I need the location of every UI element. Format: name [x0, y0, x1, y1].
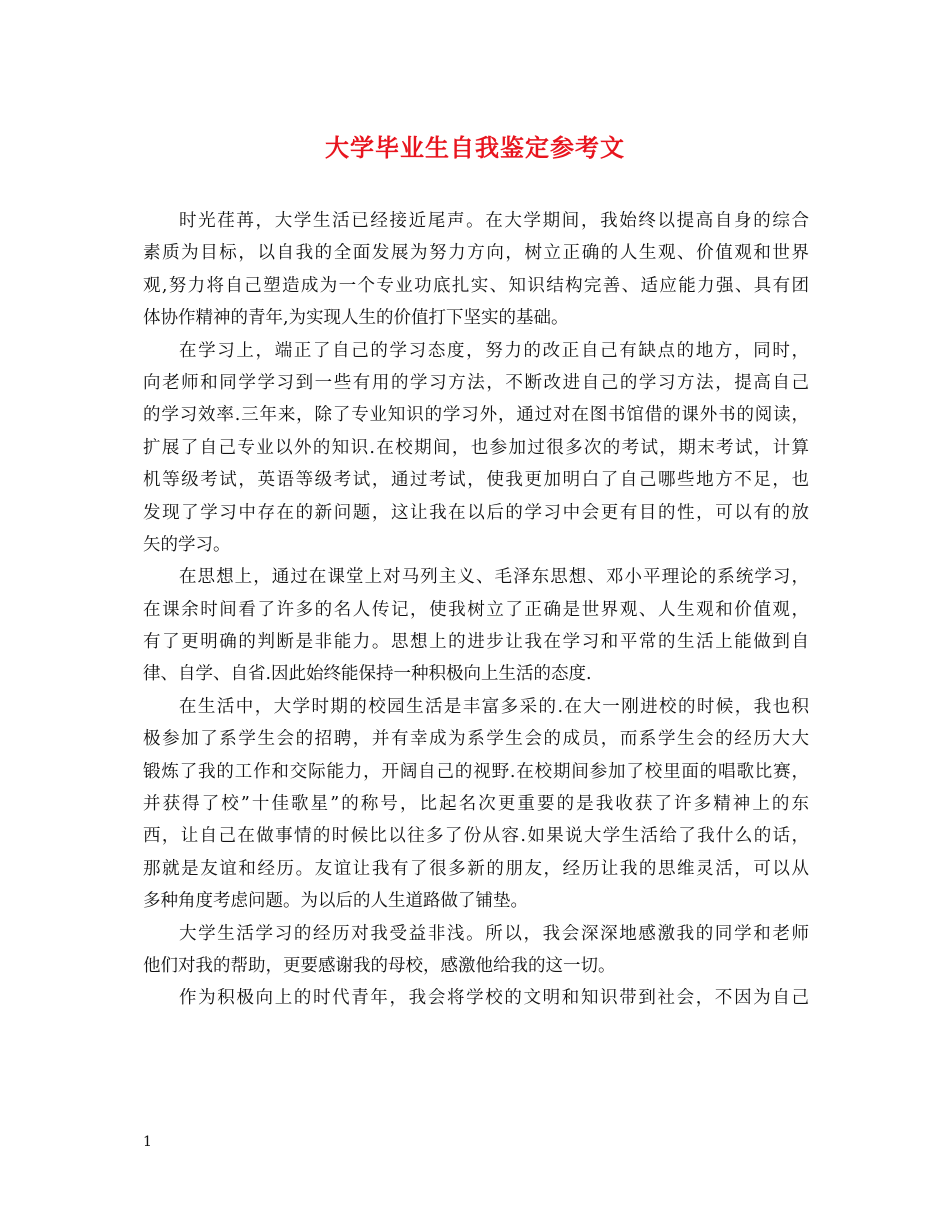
- text-line: 素质为目标，以自我的全面发展为努力方向，树立正确的人生观、价值观和世界: [143, 243, 809, 264]
- text-line: 机等级考试，英语等级考试，通过考试，使我更加明白了自己哪些地方不足，也: [143, 470, 809, 491]
- text-line: 作为积极向上的时代青年，我会将学校的文明和知识带到社会，不因为自己: [179, 988, 809, 1009]
- text-line: 的学习效率.三年来，除了专业知识的学习外，通过对在图书馆借的课外书的阅读，: [143, 405, 809, 426]
- page-number: 1: [143, 1134, 152, 1150]
- text-line: 时光荏苒，大学生活已经接近尾声。在大学期间，我始终以提高自身的综合: [179, 211, 809, 231]
- text-line: 观,努力将自己塑造成为一个专业功底扎实、知识结构完善、适应能力强、具有团: [143, 275, 809, 296]
- text-line: 在生活中，大学时期的校园生活是丰富多采的.在大一刚进校的时候，我也积: [179, 696, 809, 717]
- text-line: 律、自学、自省.因此始终能保持一种积极向上生活的态度.: [143, 664, 592, 685]
- text-line: 那就是友谊和经历。友谊让我有了很多新的朋友，经历让我的思维灵活，可以从: [143, 858, 809, 879]
- text-line: 他们对我的帮助，更要感谢我的母校，感激他给我的这一切。: [143, 955, 616, 976]
- text-line: 扩展了自己专业以外的知识.在校期间，也参加过很多次的考试，期末考试，计算: [143, 437, 809, 458]
- text-line: 并获得了校”十佳歌星”的称号，比起名次更重要的是我收获了许多精神上的东: [143, 794, 809, 815]
- text-line: 西，让自己在做事情的时候比以往多了份从容.如果说大学生活给了我什么的话，: [143, 826, 809, 847]
- text-line: 多种角度考虑问题。为以后的人生道路做了铺垫。: [143, 891, 528, 912]
- text-line: 有了更明确的判断是非能力。思想上的进步让我在学习和平常的生活上能做到自: [143, 632, 809, 653]
- text-line: 锻炼了我的工作和交际能力，开阔自己的视野.在校期间参加了校里面的唱歌比赛，: [143, 761, 809, 782]
- document-body: [143, 205, 809, 1015]
- text-line: 在思想上，通过在课堂上对马列主义、毛泽东思想、邓小平理论的系统学习，: [179, 567, 809, 588]
- text-line: 体协作精神的青年,为实现人生的价值打下坚实的基础。: [143, 308, 569, 329]
- text-line: 大学生活学习的经历对我受益非浅。所以，我会深深地感激我的同学和老师: [179, 923, 809, 944]
- text-line: 极参加了系学生会的招聘，并有幸成为系学生会的成员，而系学生会的经历大大: [143, 729, 809, 750]
- text-line: 发现了学习中存在的新问题，这让我在以后的学习中会更有目的性，可以有的放: [143, 502, 809, 523]
- text-line: 在课余时间看了许多的名人传记，使我树立了正确是世界观、人生观和价值观，: [143, 599, 809, 620]
- document-title: 大学毕业生自我鉴定参考文: [325, 133, 625, 162]
- text-line: 矢的学习。: [143, 534, 231, 555]
- text-line: 向老师和同学学习到一些有用的学习方法，不断改进自己的学习方法，提高自己: [143, 372, 809, 393]
- text-line: 在学习上，端正了自己的学习态度，努力的改正自己有缺点的地方，同时，: [179, 340, 809, 361]
